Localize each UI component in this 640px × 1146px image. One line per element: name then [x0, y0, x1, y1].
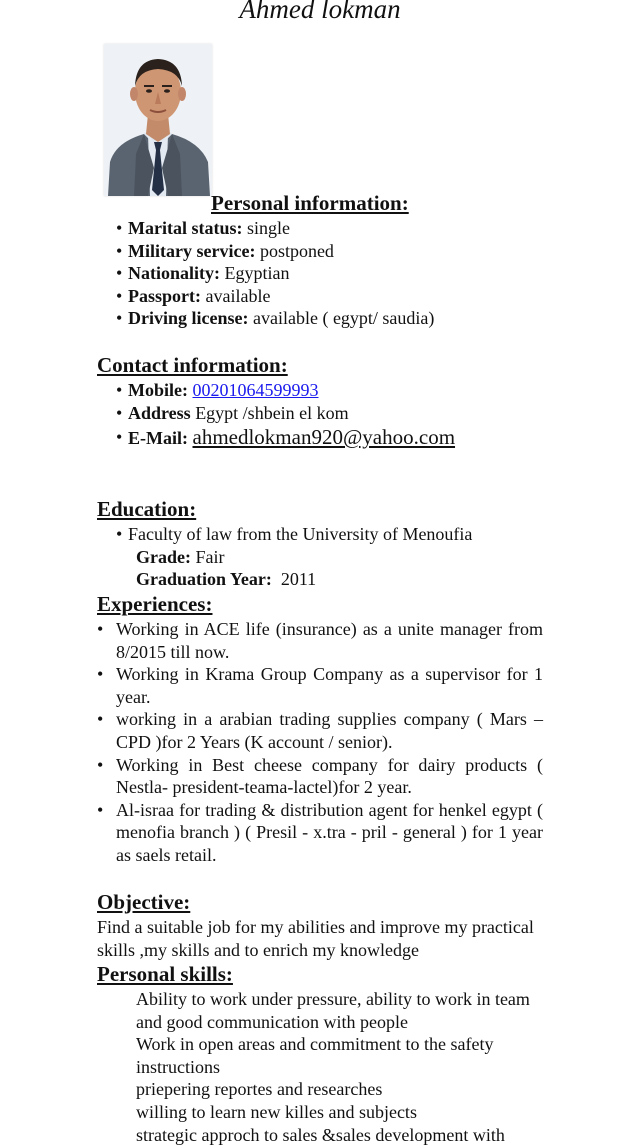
contact-info-list: [116, 379, 455, 451]
list-item: [116, 262, 434, 285]
marital-status-label: Marital status:: [128, 218, 243, 238]
list-item: [116, 217, 434, 240]
objective-text: Find a suitable job for my abilities and improve my practical skills ,my skills and to enrich my knowledge: [97, 917, 534, 960]
personal-skills-list: [136, 988, 536, 1146]
military-service-label: Military service:: [128, 240, 256, 261]
driving-license-value: available ( egypt/ saudia): [252, 308, 435, 329]
graduation-year-value: 2011: [280, 569, 317, 589]
nationality-value: Egyptian: [224, 263, 290, 284]
cv-name-title: Ahmed lokman: [239, 0, 401, 24]
education-list: [116, 523, 472, 546]
email-label: E-Mail:: [128, 428, 188, 449]
list-item: [116, 379, 455, 402]
list-item: • Working in Best cheese company for dairy products ( Nestla- president-teama-lactel)for 2 year.: [97, 754, 543, 799]
personal-skills-heading: Personal skills:: [97, 962, 233, 986]
address-value: Egypt /shbein el kom: [195, 402, 349, 423]
list-item: • Faculty of law from the University of Menoufia: [116, 523, 472, 546]
grade-value: Fair: [195, 547, 225, 567]
military-service-value: postponed: [259, 240, 334, 261]
nationality-label: Nationality:: [128, 263, 220, 284]
driving-license-label: Driving license:: [128, 308, 249, 329]
list-item: strategic approch to sales &sales development with: [136, 1124, 505, 1145]
grade-label: Grade:: [136, 547, 191, 567]
list-item: [116, 402, 455, 425]
profile-photo-illustration: [104, 44, 212, 196]
mobile-label: Mobile:: [128, 380, 188, 400]
experiences-heading: Experiences:: [97, 592, 213, 616]
objective-heading: Objective:: [97, 890, 191, 914]
graduation-year-label: Graduation Year:: [136, 569, 272, 589]
experiences-list: [97, 618, 543, 867]
list-item: Ability to work under pressure, ability to work in team and good communication with people: [136, 989, 530, 1032]
list-item: willing to learn new killes and subjects: [136, 1101, 417, 1122]
list-item: [116, 424, 455, 451]
list-item: • Working in Krama Group Company as a supervisor for 1 year.: [97, 663, 543, 708]
list-item: [116, 240, 434, 263]
list-item: Work in open areas and commitment to the safety instructions: [136, 1034, 494, 1077]
contact-info-heading: Contact information:: [97, 353, 288, 377]
list-item: • working in a arabian trading supplies company ( Mars – CPD )for 2 Years (K account / senior).: [97, 708, 543, 753]
list-item: [116, 285, 434, 308]
education-heading: Education:: [97, 497, 197, 521]
list-item: priepering reportes and researches: [136, 1079, 383, 1100]
grade-line: [136, 546, 224, 569]
personal-info-heading: Personal information:: [211, 191, 409, 215]
address-label: Address: [128, 402, 191, 423]
list-item: • Al-israa for trading & distribution agent for henkel egypt ( menofia branch ) ( Presil - x.tra - pril - general ) for 1 year as saels retail.: [97, 799, 543, 867]
profile-photo: [104, 44, 212, 196]
mobile-link[interactable]: 00201064599993: [192, 380, 319, 400]
passport-value: available: [205, 285, 271, 306]
personal-info-list: [116, 217, 434, 330]
marital-status-value: single: [246, 218, 290, 238]
graduation-year-line: [136, 568, 316, 591]
list-item: • Working in ACE life (insurance) as a unite manager from 8/2015 till now.: [97, 618, 543, 663]
email-link[interactable]: ahmedlokman920@yahoo.com: [192, 425, 456, 450]
passport-label: Passport:: [128, 285, 201, 306]
list-item: [116, 307, 434, 330]
